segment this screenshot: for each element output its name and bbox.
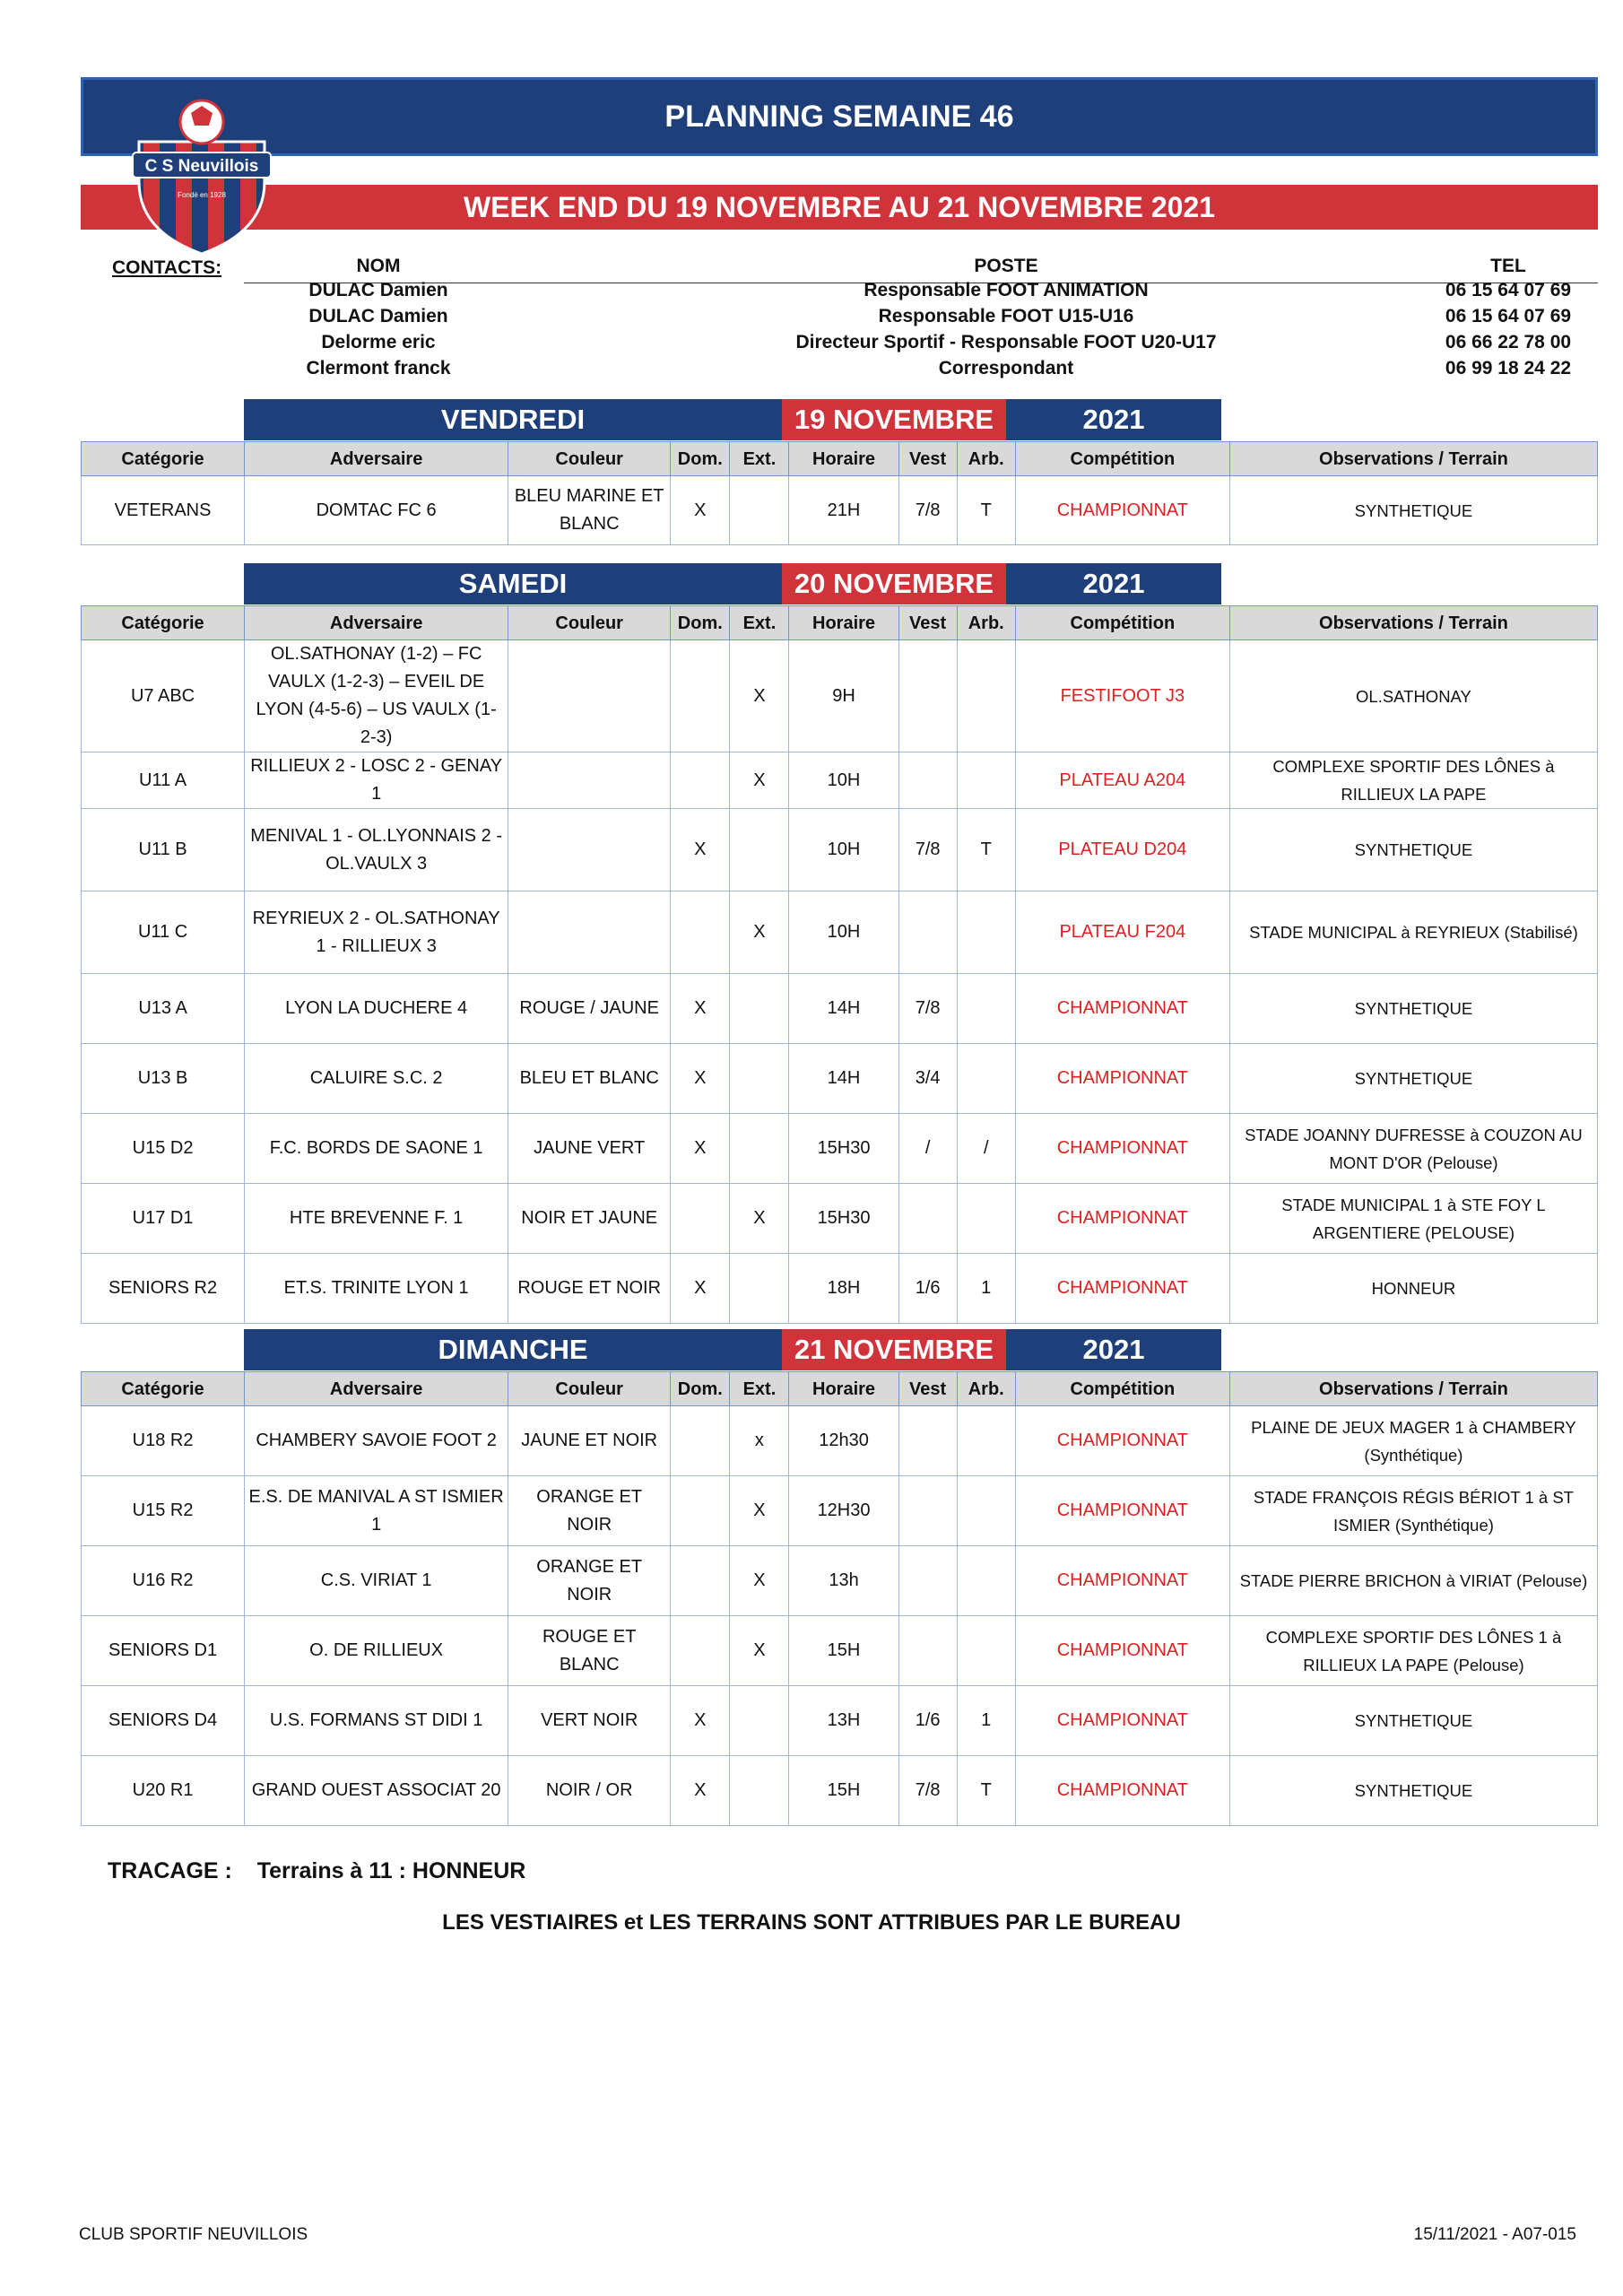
- cell-competition: CHAMPIONNAT: [1015, 1476, 1229, 1546]
- cell-horaire: 10H: [789, 891, 898, 974]
- day-year: 2021: [1006, 563, 1221, 604]
- cell-couleur: [508, 809, 671, 891]
- cell-horaire: 15H: [789, 1616, 898, 1686]
- cell-horaire: 10H: [789, 809, 898, 891]
- column-header-competition: Compétition: [1015, 442, 1229, 476]
- cell-horaire: 21H: [789, 476, 898, 545]
- cell-horaire: 13H: [789, 1686, 898, 1756]
- column-header-dom: Dom.: [671, 606, 730, 640]
- cell-arb: [957, 1616, 1015, 1686]
- cell-dom: [671, 891, 730, 974]
- footer-date-ref: 15/11/2021 - A07-015: [1413, 2225, 1576, 2244]
- cell-vest: /: [898, 1114, 957, 1184]
- cell-observations: STADE JOANNY DUFRESSE à COUZON AU MONT D'OR (Pelouse): [1229, 1114, 1597, 1184]
- table-row: [82, 1406, 1598, 1476]
- contacts-col-tel: TEL: [1490, 256, 1526, 276]
- cell-adversaire: F.C. BORDS DE SAONE 1: [245, 1114, 508, 1184]
- cell-arb: T: [957, 476, 1015, 545]
- column-header-couleur: Couleur: [508, 1372, 671, 1406]
- cell-ext: X: [730, 1546, 789, 1616]
- cell-ext: [730, 1686, 789, 1756]
- cell-horaire: 15H: [789, 1756, 898, 1826]
- cell-categorie: U13 A: [82, 974, 245, 1044]
- cell-observations: COMPLEXE SPORTIF DES LÔNES 1 à RILLIEUX LA PAPE (Pelouse): [1229, 1616, 1597, 1686]
- cell-categorie: U13 B: [82, 1044, 245, 1114]
- day-year: 2021: [1006, 1329, 1221, 1370]
- cell-dom: X: [671, 974, 730, 1044]
- column-header-dom: Dom.: [671, 442, 730, 476]
- cell-ext: [730, 1114, 789, 1184]
- cell-horaire: 13h: [789, 1546, 898, 1616]
- day-date: 21 NOVEMBRE: [782, 1329, 1006, 1370]
- table-row: [82, 891, 1598, 974]
- cell-adversaire: RILLIEUX 2 - LOSC 2 - GENAY 1: [245, 752, 508, 809]
- table-header-row: [82, 442, 1598, 476]
- cell-categorie: U15 D2: [82, 1114, 245, 1184]
- cell-vest: [898, 752, 957, 809]
- cell-categorie: SENIORS R2: [82, 1254, 245, 1324]
- table-row: [82, 476, 1598, 545]
- cell-horaire: 9H: [789, 640, 898, 752]
- cell-couleur: VERT NOIR: [508, 1686, 671, 1756]
- cell-dom: X: [671, 1114, 730, 1184]
- day-year: 2021: [1006, 399, 1221, 440]
- cell-vest: 3/4: [898, 1044, 957, 1114]
- table-row: [82, 1616, 1598, 1686]
- cell-competition: CHAMPIONNAT: [1015, 1546, 1229, 1616]
- contact-role: Responsable FOOT U15-U16: [878, 306, 1134, 326]
- cell-horaire: 15H30: [789, 1184, 898, 1254]
- cell-horaire: 18H: [789, 1254, 898, 1324]
- cell-competition: CHAMPIONNAT: [1015, 1254, 1229, 1324]
- cell-dom: [671, 640, 730, 752]
- column-header-categorie: Catégorie: [82, 606, 245, 640]
- contact-role: Responsable FOOT ANIMATION: [864, 280, 1149, 300]
- cell-competition: CHAMPIONNAT: [1015, 476, 1229, 545]
- contact-row: [244, 358, 1598, 384]
- day-name: DIMANCHE: [244, 1329, 782, 1370]
- column-header-vest: Vest: [898, 442, 957, 476]
- cell-arb: [957, 1546, 1015, 1616]
- column-header-categorie: Catégorie: [82, 1372, 245, 1406]
- day-band-dimanche: [244, 1329, 1221, 1370]
- column-header-couleur: Couleur: [508, 442, 671, 476]
- cell-vest: 7/8: [898, 476, 957, 545]
- table-row: [82, 1756, 1598, 1826]
- contact-row: [244, 306, 1598, 332]
- cell-ext: X: [730, 1616, 789, 1686]
- cell-competition: PLATEAU F204: [1015, 891, 1229, 974]
- cell-arb: [957, 640, 1015, 752]
- cell-dom: [671, 1476, 730, 1546]
- cell-adversaire: REYRIEUX 2 - OL.SATHONAY 1 - RILLIEUX 3: [245, 891, 508, 974]
- cell-categorie: U11 C: [82, 891, 245, 974]
- table-row: [82, 640, 1598, 752]
- table-row: [82, 1254, 1598, 1324]
- column-header-adversaire: Adversaire: [245, 442, 508, 476]
- cell-horaire: 14H: [789, 1044, 898, 1114]
- cell-adversaire: CALUIRE S.C. 2: [245, 1044, 508, 1114]
- contact-row: [244, 332, 1598, 358]
- cell-categorie: U11 B: [82, 809, 245, 891]
- cell-competition: CHAMPIONNAT: [1015, 1114, 1229, 1184]
- column-header-dom: Dom.: [671, 1372, 730, 1406]
- cell-ext: [730, 1756, 789, 1826]
- cell-categorie: U20 R1: [82, 1756, 245, 1826]
- cell-ext: [730, 1254, 789, 1324]
- contact-role: Correspondant: [938, 358, 1074, 378]
- cell-dom: [671, 1406, 730, 1476]
- cell-arb: [957, 752, 1015, 809]
- contacts-col-poste: POSTE: [974, 256, 1038, 276]
- day-name: VENDREDI: [244, 399, 782, 440]
- column-header-couleur: Couleur: [508, 606, 671, 640]
- cell-ext: [730, 974, 789, 1044]
- contact-phone: 06 15 64 07 69: [1445, 280, 1572, 300]
- column-header-competition: Compétition: [1015, 1372, 1229, 1406]
- cell-competition: CHAMPIONNAT: [1015, 1406, 1229, 1476]
- cell-dom: [671, 1546, 730, 1616]
- cell-adversaire: MENIVAL 1 - OL.LYONNAIS 2 - OL.VAULX 3: [245, 809, 508, 891]
- cell-arb: [957, 1184, 1015, 1254]
- cell-vest: [898, 1546, 957, 1616]
- cell-couleur: ROUGE ET NOIR: [508, 1254, 671, 1324]
- cell-ext: x: [730, 1406, 789, 1476]
- cell-couleur: JAUNE ET NOIR: [508, 1406, 671, 1476]
- club-logo: [126, 97, 278, 258]
- cell-adversaire: U.S. FORMANS ST DIDI 1: [245, 1686, 508, 1756]
- cell-adversaire: E.S. DE MANIVAL A ST ISMIER 1: [245, 1476, 508, 1546]
- cell-couleur: ROUGE ET BLANC: [508, 1616, 671, 1686]
- cell-categorie: U15 R2: [82, 1476, 245, 1546]
- cell-adversaire: DOMTAC FC 6: [245, 476, 508, 545]
- contact-name: DULAC Damien: [308, 306, 448, 326]
- cell-vest: 1/6: [898, 1686, 957, 1756]
- contact-name: DULAC Damien: [308, 280, 448, 300]
- table-row: [82, 1476, 1598, 1546]
- cell-dom: X: [671, 1044, 730, 1114]
- cell-ext: [730, 476, 789, 545]
- table-row: [82, 1114, 1598, 1184]
- contact-phone: 06 99 18 24 22: [1445, 358, 1572, 378]
- contacts-label: CONTACTS:: [112, 257, 222, 278]
- cell-adversaire: ET.S. TRINITE LYON 1: [245, 1254, 508, 1324]
- cell-observations: STADE MUNICIPAL 1 à STE FOY L ARGENTIERE (PELOUSE): [1229, 1184, 1597, 1254]
- cell-competition: CHAMPIONNAT: [1015, 1044, 1229, 1114]
- contact-name: Clermont franck: [306, 358, 451, 378]
- cell-couleur: NOIR ET JAUNE: [508, 1184, 671, 1254]
- cell-arb: /: [957, 1114, 1015, 1184]
- page-title: PLANNING SEMAINE 46: [81, 77, 1598, 156]
- schedule-table-vendredi: [81, 441, 1598, 545]
- cell-competition: CHAMPIONNAT: [1015, 1686, 1229, 1756]
- contact-phone: 06 15 64 07 69: [1445, 306, 1572, 326]
- cell-couleur: BLEU MARINE ET BLANC: [508, 476, 671, 545]
- cell-categorie: SENIORS D1: [82, 1616, 245, 1686]
- cell-arb: T: [957, 809, 1015, 891]
- cell-couleur: NOIR / OR: [508, 1756, 671, 1826]
- cell-ext: [730, 809, 789, 891]
- cell-dom: X: [671, 1254, 730, 1324]
- cell-arb: [957, 891, 1015, 974]
- table-row: [82, 809, 1598, 891]
- vestiaires-notice: LES VESTIAIRES et LES TERRAINS SONT ATTRIBUES PAR LE BUREAU: [442, 1910, 1181, 1935]
- column-header-observations: Observations / Terrain: [1229, 1372, 1597, 1406]
- cell-adversaire: CHAMBERY SAVOIE FOOT 2: [245, 1406, 508, 1476]
- tracage-line: [108, 1858, 525, 1884]
- cell-arb: T: [957, 1756, 1015, 1826]
- cell-couleur: [508, 752, 671, 809]
- cell-observations: STADE FRANÇOIS RÉGIS BÉRIOT 1 à ST ISMIER (Synthétique): [1229, 1476, 1597, 1546]
- cell-dom: [671, 1184, 730, 1254]
- day-name: SAMEDI: [244, 563, 782, 604]
- schedule-table-dimanche: [81, 1371, 1598, 1826]
- schedule-table-samedi: [81, 605, 1598, 1324]
- cell-competition: CHAMPIONNAT: [1015, 974, 1229, 1044]
- cell-dom: X: [671, 809, 730, 891]
- logo-small-text: Fondé en 1928: [178, 191, 226, 199]
- cell-dom: X: [671, 1686, 730, 1756]
- footer-club-name: CLUB SPORTIF NEUVILLOIS: [79, 2225, 308, 2244]
- column-header-vest: Vest: [898, 1372, 957, 1406]
- cell-dom: X: [671, 476, 730, 545]
- cell-adversaire: C.S. VIRIAT 1: [245, 1546, 508, 1616]
- table-row: [82, 1546, 1598, 1616]
- cell-observations: STADE MUNICIPAL à REYRIEUX (Stabilisé): [1229, 891, 1597, 974]
- cell-categorie: U17 D1: [82, 1184, 245, 1254]
- cell-couleur: ORANGE ET NOIR: [508, 1476, 671, 1546]
- cell-couleur: ORANGE ET NOIR: [508, 1546, 671, 1616]
- day-band-samedi: [244, 563, 1221, 604]
- cell-competition: CHAMPIONNAT: [1015, 1184, 1229, 1254]
- cell-vest: [898, 1476, 957, 1546]
- cell-vest: 7/8: [898, 1756, 957, 1826]
- table-row: [82, 1184, 1598, 1254]
- cell-adversaire: O. DE RILLIEUX: [245, 1616, 508, 1686]
- cell-couleur: ROUGE / JAUNE: [508, 974, 671, 1044]
- cell-couleur: JAUNE VERT: [508, 1114, 671, 1184]
- cell-observations: SYNTHETIQUE: [1229, 974, 1597, 1044]
- column-header-horaire: Horaire: [789, 606, 898, 640]
- cell-observations: STADE PIERRE BRICHON à VIRIAT (Pelouse): [1229, 1546, 1597, 1616]
- cell-observations: COMPLEXE SPORTIF DES LÔNES à RILLIEUX LA PAPE: [1229, 752, 1597, 809]
- cell-observations: SYNTHETIQUE: [1229, 1756, 1597, 1826]
- cell-dom: [671, 752, 730, 809]
- cell-dom: X: [671, 1756, 730, 1826]
- column-header-arb: Arb.: [957, 606, 1015, 640]
- contacts-col-nom: NOM: [356, 256, 401, 276]
- table-row: [82, 1686, 1598, 1756]
- contact-role: Directeur Sportif - Responsable FOOT U20-U17: [795, 332, 1217, 352]
- cell-categorie: VETERANS: [82, 476, 245, 545]
- cell-horaire: 15H30: [789, 1114, 898, 1184]
- column-header-horaire: Horaire: [789, 442, 898, 476]
- cell-observations: SYNTHETIQUE: [1229, 1044, 1597, 1114]
- cell-categorie: U11 A: [82, 752, 245, 809]
- column-header-observations: Observations / Terrain: [1229, 442, 1597, 476]
- cell-ext: X: [730, 640, 789, 752]
- cell-dom: [671, 1616, 730, 1686]
- cell-competition: CHAMPIONNAT: [1015, 1756, 1229, 1826]
- cell-observations: OL.SATHONAY: [1229, 640, 1597, 752]
- cell-observations: PLAINE DE JEUX MAGER 1 à CHAMBERY (Synthétique): [1229, 1406, 1597, 1476]
- table-row: [82, 974, 1598, 1044]
- cell-adversaire: GRAND OUEST ASSOCIAT 20: [245, 1756, 508, 1826]
- cell-arb: 1: [957, 1686, 1015, 1756]
- column-header-arb: Arb.: [957, 442, 1015, 476]
- day-date: 19 NOVEMBRE: [782, 399, 1006, 440]
- cell-horaire: 10H: [789, 752, 898, 809]
- cell-observations: SYNTHETIQUE: [1229, 476, 1597, 545]
- page-subtitle: WEEK END DU 19 NOVEMBRE AU 21 NOVEMBRE 2021: [81, 185, 1598, 230]
- cell-observations: HONNEUR: [1229, 1254, 1597, 1324]
- column-header-adversaire: Adversaire: [245, 606, 508, 640]
- cell-vest: 7/8: [898, 809, 957, 891]
- cell-arb: [957, 1044, 1015, 1114]
- cell-horaire: 12H30: [789, 1476, 898, 1546]
- cell-vest: [898, 1184, 957, 1254]
- contact-name: Delorme eric: [321, 332, 436, 352]
- column-header-competition: Compétition: [1015, 606, 1229, 640]
- column-header-ext: Ext.: [730, 606, 789, 640]
- cell-arb: [957, 1476, 1015, 1546]
- column-header-horaire: Horaire: [789, 1372, 898, 1406]
- cell-arb: [957, 1406, 1015, 1476]
- cell-adversaire: OL.SATHONAY (1-2) – FC VAULX (1-2-3) – EVEIL DE LYON (4-5-6) – US VAULX (1-2-3): [245, 640, 508, 752]
- table-row: [82, 752, 1598, 809]
- column-header-observations: Observations / Terrain: [1229, 606, 1597, 640]
- contact-phone: 06 66 22 78 00: [1445, 332, 1572, 352]
- cell-arb: [957, 974, 1015, 1044]
- cell-observations: SYNTHETIQUE: [1229, 1686, 1597, 1756]
- cell-competition: PLATEAU A204: [1015, 752, 1229, 809]
- cell-adversaire: HTE BREVENNE F. 1: [245, 1184, 508, 1254]
- column-header-adversaire: Adversaire: [245, 1372, 508, 1406]
- cell-arb: 1: [957, 1254, 1015, 1324]
- table-row: [82, 1044, 1598, 1114]
- cell-competition: FESTIFOOT J3: [1015, 640, 1229, 752]
- cell-ext: X: [730, 891, 789, 974]
- cell-observations: SYNTHETIQUE: [1229, 809, 1597, 891]
- table-header-row: [82, 1372, 1598, 1406]
- column-header-arb: Arb.: [957, 1372, 1015, 1406]
- cell-vest: [898, 891, 957, 974]
- cell-categorie: SENIORS D4: [82, 1686, 245, 1756]
- cell-ext: X: [730, 752, 789, 809]
- day-date: 20 NOVEMBRE: [782, 563, 1006, 604]
- column-header-ext: Ext.: [730, 442, 789, 476]
- cell-ext: [730, 1044, 789, 1114]
- day-band-vendredi: [244, 399, 1221, 440]
- column-header-categorie: Catégorie: [82, 442, 245, 476]
- cell-categorie: U18 R2: [82, 1406, 245, 1476]
- cell-categorie: U16 R2: [82, 1546, 245, 1616]
- cell-vest: 7/8: [898, 974, 957, 1044]
- column-header-ext: Ext.: [730, 1372, 789, 1406]
- cell-vest: 1/6: [898, 1254, 957, 1324]
- cell-vest: [898, 640, 957, 752]
- cell-horaire: 12h30: [789, 1406, 898, 1476]
- cell-categorie: U7 ABC: [82, 640, 245, 752]
- column-header-vest: Vest: [898, 606, 957, 640]
- cell-competition: CHAMPIONNAT: [1015, 1616, 1229, 1686]
- cell-horaire: 14H: [789, 974, 898, 1044]
- cell-ext: X: [730, 1184, 789, 1254]
- cell-vest: [898, 1616, 957, 1686]
- cell-couleur: BLEU ET BLANC: [508, 1044, 671, 1114]
- tracage-text: Terrains à 11 : HONNEUR: [256, 1858, 526, 1883]
- cell-couleur: [508, 891, 671, 974]
- cell-couleur: [508, 640, 671, 752]
- cell-competition: PLATEAU D204: [1015, 809, 1229, 891]
- tracage-label: TRACAGE :: [108, 1858, 232, 1883]
- cell-vest: [898, 1406, 957, 1476]
- cell-ext: X: [730, 1476, 789, 1546]
- contact-row: [244, 280, 1598, 306]
- table-header-row: [82, 606, 1598, 640]
- logo-text: C S Neuvillois: [144, 157, 259, 176]
- cell-adversaire: LYON LA DUCHERE 4: [245, 974, 508, 1044]
